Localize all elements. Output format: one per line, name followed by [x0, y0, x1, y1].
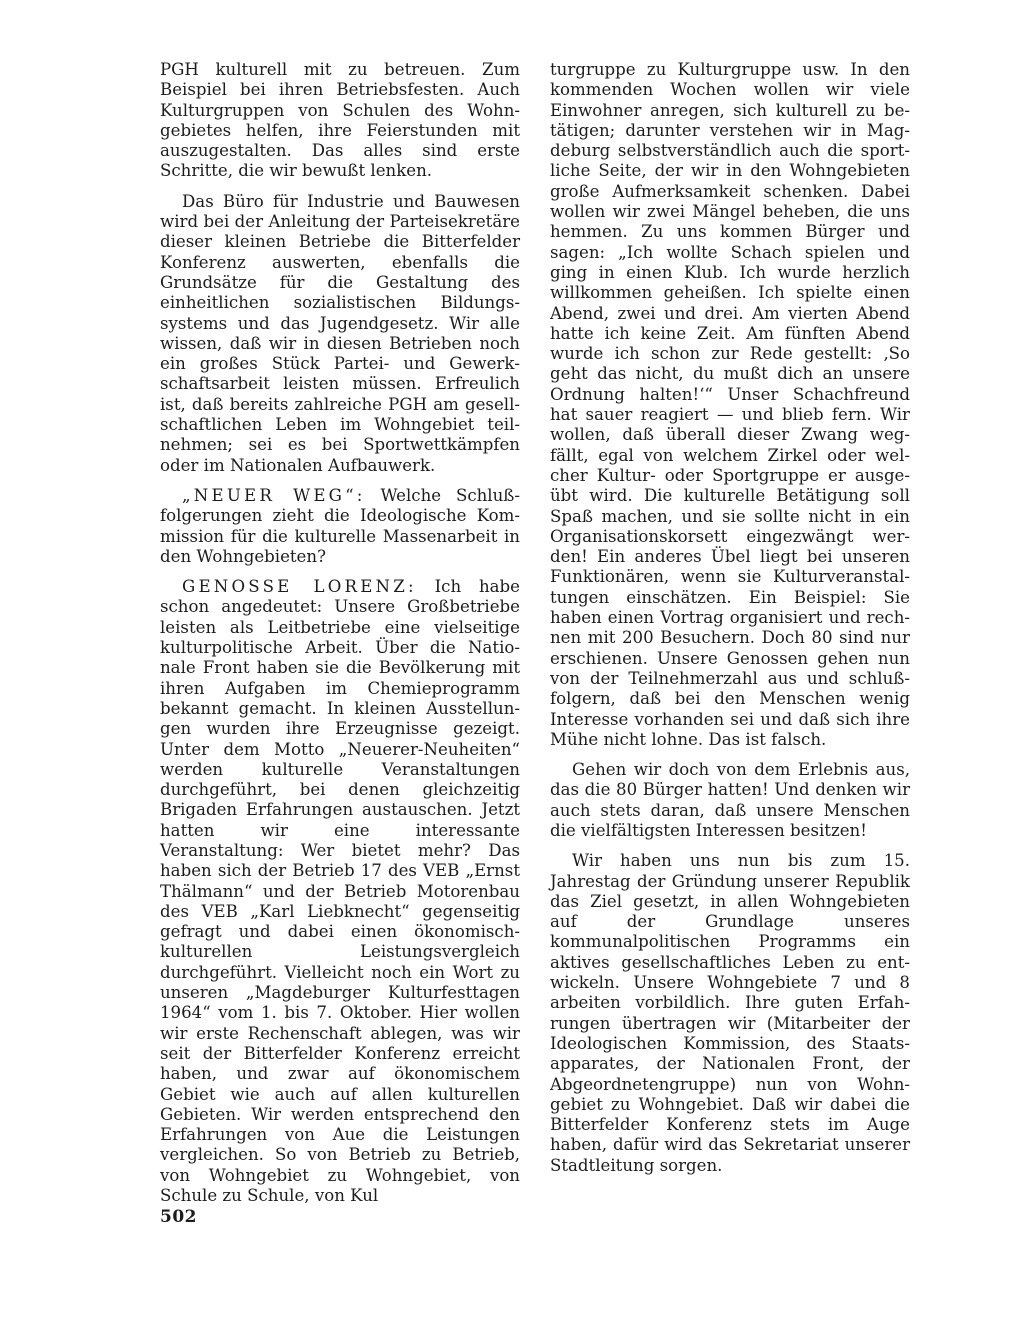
paragraph: PGH kulturell mit zu betreuen. Zum Beispiel bei ihren Betriebsfesten. Auch Kulturgruppen von Schulen des Wohngebietes helfen, ihre Feierstunden mit auszugestalten. Das alles sind erste Schritte, die wir bewußt lenken.	[160, 60, 520, 181]
paragraph: Wir haben uns nun bis zum 15. Jahrestag der Gründung unserer Republik das Ziel gesetzt, in allen Wohngebieten auf der Grundlage unseres kommunalpolitischen Programms ein aktives gesellschaftliches Leben zu entwickeln. Unsere Wohngebiete 7 und 8 arbeiten vorbildlich. Ihre guten Erfahrungen übertragen wir (Mitarbeiter der Ideologischen Kommission, des Staatsapparates, der Nationalen Front, der Abgeordnetengruppe) nun von Wohngebiet zu Wohngebiet. Daß wir dabei die Bitterfelder Konferenz stets im Auge haben, dafür wird das Sekretariat unserer Stadtleitung sorgen.	[550, 851, 910, 1175]
paragraph-text: Ich habe schon angedeutet: Unsere Großbetriebe leisten als Leitbetriebe eine vielseitige kulturpolitische Arbeit. Über die Nationale Front haben sie die Bevölkerung mit ihren Aufgaben im Chemieprogramm bekannt gemacht. In kleinen Ausstellungen wurden ihre Erzeugnisse gezeigt. Unter dem Motto „Neuerer-Neuheiten“ werden kulturelle Veranstaltungen durchgeführt, bei denen gleichzeitig Brigaden Erfahrungen austauschen. Jetzt hatten wir eine interessante Veranstaltung: Wer bietet mehr? Das haben sich der Betrieb 17 des VEB „Ernst Thälmann“ und der Betrieb Motorenbau des VEB „Karl Liebknecht“ gegenseitig gefragt und dabei einen ökonomisch-kulturellen Leistungsvergleich durchgeführt. Vielleicht noch ein Wort zu unseren „Magdeburger Kulturfesttagen 1964“ vom 1. bis 7. Oktober. Hier wollen wir erste Rechenschaft ablegen, was wir seit der Bitterfelder Konferenz erreicht haben, und zwar auf ökonomischem Gebiet wie auch auf allen kulturellen Gebieten. Wir werden entsprechend den Erfahrungen von Aue die Leistungen vergleichen. So von Betrieb zu Betrieb, von Wohngebiet zu Wohngebiet, von Schule zu Schule, von Kul	[160, 577, 520, 1206]
page-number: 502	[160, 1207, 197, 1227]
paragraph: Das Büro für Industrie und Bauwesen wird bei der Anleitung der Parteisekretäre dieser kleinen Betriebe die Bitterfelder Konferenz auswerten, ebenfalls die Grundsätze für die Gestaltung des einheitlichen sozialistischen Bildungssystems und das Jugendgesetz. Wir alle wissen, daß wir in diesen Betrieben noch ein großes Stück Partei- und Gewerkschaftsarbeit leisten müssen. Erfreulich ist, daß bereits zahlreiche PGH am gesellschaftlichen Leben im Wohngebiet teilnehmen; sei es bei Sportwettkämpfen oder im Nationalen Aufbauwerk.	[160, 191, 520, 475]
question-paragraph	[160, 486, 520, 567]
paragraph: Gehen wir doch von dem Erlebnis aus, das die 80 Bürger hatten! Und denken wir auch stets daran, daß unsere Menschen die vielfältigsten Interessen besitzen!	[550, 760, 910, 840]
speaker-label: GENOSSE LORENZ:	[182, 577, 417, 597]
answer-paragraph	[160, 577, 520, 1206]
paragraph: turgruppe zu Kulturgruppe usw. In den kommenden Wochen wollen wir viele Einwohner anregen, sich kulturell zu betätigen; darunter verstehen wir in Magdeburg selbstverständlich auch die sportliche Seite, der wir in den Wohngebieten große Aufmerksamkeit schenken. Dabei wollen wir zwei Mängel beheben, die uns hemmen. Zu uns kommen Bürger und sagen: „Ich wollte Schach spielen und ging in einen Klub. Ich wurde herzlich willkommen geheißen. Ich spielte einen Abend, zwei und drei. Am vierten Abend hatte ich keine Zeit. Am fünften Abend wurde ich schon zur Rede gestellt: ‚So geht das nicht, du mußt dich an unsere Ordnung halten!‘“ Unser Schachfreund hat sauer reagiert — und blieb fern. Wir wollen, daß überall dieser Zwang wegfällt, egal von welchem Zirkel oder welcher Kultur- oder Sportgruppe er ausgeübt wird. Die kulturelle Betätigung soll Spaß machen, und sie sollte nicht in ein Organisationskorsett eingezwängt werden! Ein anderes Übel liegt bei unseren Funktionären, wenn sie Kulturveranstaltungen einschätzen. Ein Beispiel: Sie haben einen Vortrag organisiert und rechnen mit 200 Besuchern. Doch 80 sind nur erschienen. Unsere Genossen gehen nun von der Teilnehmerzahl aus und schlußfolgern, daß bei den Menschen wenig Interesse vorhanden sei und daß sich ihre Mühe nicht lohne. Das ist falsch.	[550, 60, 910, 749]
left-column	[160, 60, 520, 1206]
speaker-label: „NEUER WEG“:	[182, 485, 366, 505]
paragraph-text: Welche Schlußfolgerungen zieht die Ideologische Kommission für die kulturelle Massenarbeit in den Wohngebieten?	[160, 485, 520, 566]
right-column	[550, 60, 910, 1186]
